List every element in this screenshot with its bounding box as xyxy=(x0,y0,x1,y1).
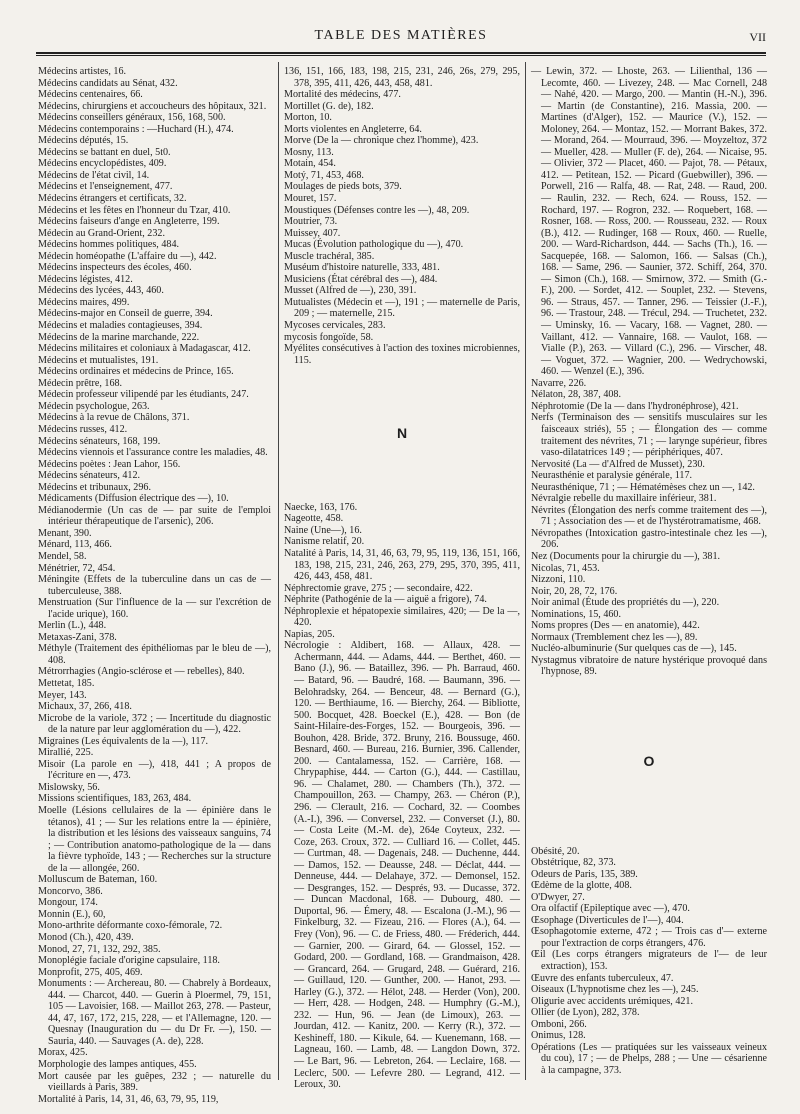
index-entry: Nizzoni, 110. xyxy=(531,574,586,586)
index-entry: Nélaton, 28, 387, 408. xyxy=(531,389,621,401)
index-entry: Neurasthénique, 71 ; — Hématémèses chez un —, 142. xyxy=(531,481,755,493)
index-entry: Nicolas, 71, 453. xyxy=(531,562,600,574)
column-divider xyxy=(525,62,526,1080)
index-entry: Médecins sénateurs, 412. xyxy=(38,470,141,482)
index-entry: Œsophagotomie externe, 472 ; — Trois cas d'— externe pour l'extraction de corps étrangers, 476. xyxy=(531,926,767,949)
index-entry: Merlin (L.), 448. xyxy=(38,620,107,632)
index-entry: Noir animal (Étude des propriétés du —), 220. xyxy=(531,597,720,609)
index-entry: Nominations, 15, 460. xyxy=(531,608,622,620)
index-entry: Médianodermie (Un cas de — par suite de l'emploi intérieur thérapeutique de l'arsenic), 206. xyxy=(38,504,271,528)
index-entry: Moelle (Lésions cellulaires de la — épinière dans le tétanos), 41 ; — Sur les relations entre la — épinière, la distribution et les lésions des vaisseaux sanguins, 74 ; — Contribution anatomo-pathologique de la — dans la fièvre typhoïde, 143 ; — Recherches sur la structure de la — allongée, 260. xyxy=(38,805,271,874)
index-entry: Médecins-major en Conseil de guerre, 394. xyxy=(38,308,213,320)
index-entry: Obésité, 20. xyxy=(531,845,580,857)
index-entry: Nanisme relatif, 20. xyxy=(284,536,365,548)
index-entry: Médecin professeur vilipendé par les étudiants, 247. xyxy=(38,389,249,401)
index-entry: Névropathes (Intoxication gastro-intestinale chez les —), 206. xyxy=(531,527,767,551)
index-entry: Méthyle (Traitement des épithéliomas par le bleu de —), 408. xyxy=(38,643,271,666)
index-entry: Odeurs de Paris, 135, 389. xyxy=(531,868,638,880)
index-entry: Moutrier, 73. xyxy=(284,216,338,228)
index-entry: Médecins étrangers et certificats, 32. xyxy=(38,193,187,205)
index-entry: Mortalité des médecins, 477. xyxy=(284,89,401,101)
index-entry: Œsophage (Diverticules de l'—), 404. xyxy=(531,914,684,926)
index-entry: Microbe de la variole, 372 ; — Incertitude du diagnostic de la nature par leur agglomération du —), 422. xyxy=(38,712,271,736)
column-divider xyxy=(278,62,279,1080)
index-entry: Morve (De la — chronique chez l'homme), 423. xyxy=(284,135,479,147)
index-entry: Néphrotomie (De la — dans l'hydronéphrose), 421. xyxy=(531,400,739,412)
index-entry: Monuments : — Archereau, 80. — Chabrely à Bordeaux, 444. — Charcot, 440. — Guerin à Ploermel, 79, 151, 105 — Lavoisier, 168. — Maillot 263, 278. — Pasteur, 44, 47, 167, 172, 215, 228, — et l'Allemagne, 120. — Quesnay (Inauguration du — du Dr Fr. —), 150. — Sauria, 440. — Sauvages (A. de), 228. xyxy=(38,978,271,1047)
section-letter: N xyxy=(396,425,408,442)
index-entry: Moncorvo, 386. xyxy=(38,885,103,897)
index-entry: Monod (Ch.), 420, 439. xyxy=(38,932,134,944)
index-entry: Misoir (La parole en —), 418, 441 ; A propos de l'écriture en —, 473. xyxy=(38,758,271,782)
index-entry: Mycoses cervicales, 283. xyxy=(284,320,386,332)
index-entry: Morton, 10. xyxy=(284,112,332,124)
index-entry: Oligurie avec accidents urémiques, 421. xyxy=(531,995,694,1007)
index-entry: Monprofit, 275, 405, 469. xyxy=(38,966,143,978)
index-entry: Metaxas-Zani, 378. xyxy=(38,631,117,643)
index-entry: Médecins et mutualistes, 191. xyxy=(38,354,159,366)
index-entry: Médecins candidats au Sénat, 432. xyxy=(38,77,178,89)
index-entry: Omboni, 266. xyxy=(531,1018,587,1030)
index-entry: Myélites consécutives à l'action des toxines microbiennes, 115. xyxy=(284,343,520,366)
index-entry: Nystagmus vibratoire de nature hystérique provoqué dans l'hypnose, 89. xyxy=(531,654,767,678)
index-entry: Néphrectomie grave, 275 ; — secondaire, 422. xyxy=(284,582,473,594)
index-entry: Monod, 27, 71, 132, 292, 385. xyxy=(38,943,161,955)
index-entry: Nerfs (Terminaison des — sensitifs musculaires sur les faisceaux striés), 55 ; — Élongation des — comme traitement des névrites, 71 ; — larynge supérieur, fibres vaso-dilatatrices 149 ; — périphériques, 407. xyxy=(531,412,767,459)
index-entry: Nageotte, 458. xyxy=(284,513,344,525)
index-entry: Médecins hommes politiques, 484. xyxy=(38,239,180,251)
index-entry: Médecins sénateurs, 168, 199. xyxy=(38,435,161,447)
index-entry: Médecins artistes, 16. xyxy=(38,66,127,77)
index-entry: Monoplégie faciale d'origine capsulaire, 118. xyxy=(38,955,220,967)
index-entry: Menant, 390. xyxy=(38,527,92,539)
index-entry: Médecins de l'état civil, 14. xyxy=(38,169,150,181)
index-entry: Œdème de la glotte, 408. xyxy=(531,880,632,892)
index-entry: Médecins et tribunaux, 296. xyxy=(38,481,151,493)
index-entry: Michaux, 37, 266, 418. xyxy=(38,701,132,713)
index-entry: Mosny, 113. xyxy=(284,146,334,158)
index-entry: Méningite (Effets de la tuberculine dans un cas de — tuberculeuse, 388. xyxy=(38,574,271,597)
index-entry: Motý, 71, 453, 468. xyxy=(284,169,364,181)
index-entry: Moulages de pieds bots, 379. xyxy=(284,181,402,193)
index-entry: Oiseaux (L'hypnotisme chez les —), 245. xyxy=(531,984,699,996)
index-entry: Naine (Une—), 16. xyxy=(284,524,362,536)
index-entry: Mutualistes (Médecin et —), 191 ; — maternelle de Paris, 209 ; — maternelle, 215. xyxy=(284,296,520,320)
index-entry: Médicaments (Diffusion électrique des —), 10. xyxy=(38,493,229,505)
index-entry: Navarre, 226. xyxy=(531,377,587,389)
index-entry: Médecin psychologue, 263. xyxy=(38,400,150,412)
index-entry: Musiciens (État cérébral des —), 484. xyxy=(284,273,438,285)
index-entry: Médecins et les fêtes en l'honneur du Tzar, 410. xyxy=(38,204,231,216)
index-entry: Mort causée par les guêpes, 232 ; — naturelle du vieillards à Paris, 389. xyxy=(38,1070,271,1094)
index-entry: Mortalité à Paris, 14, 31, 46, 63, 79, 95, 119, xyxy=(38,1093,219,1105)
index-entry: Médecins inspecteurs des écoles, 460. xyxy=(38,262,192,274)
index-entry: Migraines (Les équivalents de la —), 117. xyxy=(38,735,209,747)
index-entry: Médecins poètes : Jean Lahor, 156. xyxy=(38,458,181,470)
index-entry: Natalité à Paris, 14, 31, 46, 63, 79, 95, 119, 136, 151, 166, 183, 198, 215, 231, 246, 263, 279, 295, 370, 395, 411, 426, 443, 458, 481. xyxy=(284,547,520,583)
index-entry: Muséum d'histoire naturelle, 333, 481. xyxy=(284,262,440,274)
index-column-2 xyxy=(284,66,520,1091)
index-entry: Mendel, 58. xyxy=(38,550,87,562)
index-entry: Médecin prêtre, 168. xyxy=(38,377,123,389)
index-entry: Muissey, 407. xyxy=(284,227,341,239)
index-entry: Mortillet (G. de), 182. xyxy=(284,100,374,112)
index-entry: Médecins à la revue de Châlons, 371. xyxy=(38,412,190,424)
index-entry: Médecins centenaires, 66. xyxy=(38,89,143,101)
index-entry: — Lewin, 372. — Lhoste, 263. — Lilienthal, 136 — Lecomte, 460. — Livezey, 248. — Mac Cornell, 248 — Nahé, 420. — Margo, 200. — Mantin (H.-N.), 396. — Martin (de Constantine), 216. Massia, 200. — Martines (d'Alger), 152. — Maurice (V.), 152. — Moloney, 264. — Montaz, 152. — Morrant Bakes, 372. — Morand, 264. — Mourraud, 396. — Moyzeltoz, 372 — Mueller, 428. — Muller (F. de), 264. — Nicaise, 95. — Olivier, 372 — Placet, 460. — Pajot, 78. — Pétaux, 412. — Petitean, 152. — Picard (Guebwiller), 396. — Porwell, 216 — Ralfa, 48. — Rat, 248. — Raud, 200. — Raulin, 232. — Rech, 624. — Rouss, 152. — Rochard, 197. — Rogron, 232. — Roquebert, 168. — Rosner, 168. — Ross, 200. — Rousseau, 232. — Roux (B.), 412. — Rudinger, 168 — Roux, 460. — Ruelle, 200. — Ward-Richardson, 444. — Sachs (Th.), 16. — Sacquepée, 168. — Salomon, 166. — Salsas (Ch.), 168. — Same, 296. — Saunier, 372. Schiff, 264, 370. — Simon (Ch.), 168. — Smirnow, 372. — Smith (G.-F.), 200. — Sordet, 412. — Souplet, 232. — Stevens, 96. — Straus, 457. — Tanner, 296. — Teissier (J.-F.), 96. — Trastour, 248. — Trécul, 294. — Truchetet, 232. — Uminsky, 16. — Vacary, 168. — Vagnet, 280. — Vaillant, 412. — Vannaire, 168. — Vaulot, 168. — Vialle (P.), 263. — Villard (C.), 296. — Virscher, 48. — Voguet, 372. — Wagnier, 200. — Wedrychowski, 460. — Wenzel (E.), 396. xyxy=(531,66,767,378)
index-entry: Nécrologie : Aldibert, 168. — Allaux, 428. — Achermann, 444. — Adams, 444. — Berthet, 460. — Bano (J.), 96. — Bataillez, 396. — Ph. Barraud, 460. — Batard, 96. — Baudré, 168. — Baumann, 396. — Belohradsky, 264. — Benceur, 48. — Bernard (G.), 120. — Berthiaume, 16. — Bierchy, 264. — Bibliotte, 500. Bocquet, 428. Boeckel (E.), 428. — Bon (de Saint-Hilaire-des-Forges, 152. — Bourgeois, 396. — Bouhon, 428. Bride, 372. Bruny, 216. Boussuge, 460. Besnard, 460. — Bureau, 216. Burnier, 396. Callender, 200. — Cantalamessa, 152. — Carrière, 168. — Chrypaphise, 444. — Carton (G.), 444. — Castillau, 96. — Chalamet, 280. — Chambers (Th.), 372. — Champouillon, 263. — Champy, 263. — Chéron (P.), 296. — Clerault, 216. — Cochard, 32. — Coombes (A.-I.), 396. — Conversel, 232. — Converset (J.), 80. — Costa Leite (M.-M. de), 264e Coyteux, 232. — Coze, 263. Croux, 372. — Culliard 16. — Collet, 445. — Curtman, 48. — Dagenais, 248. — Duchenne, 444. — Damos, 152. — Deausse, 248. — Déclat, 444. — Denneuse, 444. — Delahaye, 372. — Demonsel, 152. — Desgranges, 152. — Després, 93. — Ducasse, 372. — Duncan Macdonal, 168. — Dubourg, 480. — Duportal, 96. — Émery, 48. — Escalona (J.-M.), 96 — Finkelburg, 32. — Fizeau, 216. — Flores (A.), 64. — Frey (Von), 96. — C. de Friess, 480. — Fréderich, 444. — Garnier, 200. — Girard, 64. — Glossel, 152. — Godard, 200. — Gordland, 168. — Grandmaison, 428. — Grancard, 264. — Grugard, 248. — Guérard, 216. — Guillaud, 120. — Gunther, 200. — Hanot, 293. — Harley (G.), 372. — Hélot, 248. — Herder (Von), 200. — Herr, 428. — Hodgen, 248. — Humphry (G.-M.), 232. — Hun, 96. — Jean (de Limoux), 263. — Jourdan, 412. — Kanitz, 200. — Kerry (R.), 372. — Keshineff, 180. — Kikule, 64. — Kuenemann, 168. — Lagneau, 160. — Lamb, 48. — Langdon Down, 372. — Le Bart, 96. — Lebreton, 264. — Leclaire, 168. — Leclerc, 500. — Lefevre 280. — Legrand, 412. — Leroux, 30. xyxy=(284,640,520,1091)
index-entry: Médecins russes, 412. xyxy=(38,423,128,435)
index-entry: Mislowsky, 56. xyxy=(38,781,100,793)
index-entry: Mono-arthrite déformante coxo-fémorale, 72. xyxy=(38,920,223,932)
index-entry: Médecins, chirurgiens et accoucheurs des hôpitaux, 321. xyxy=(38,100,267,112)
index-entry: Noms propres (Des — en anatomie), 442. xyxy=(531,620,700,632)
index-entry: Mettetat, 185. xyxy=(38,677,95,689)
index-entry: Noir, 20, 28, 72, 176. xyxy=(531,585,618,597)
index-entry: Moustiques (Défenses contre les —), 48, 209. xyxy=(284,204,470,216)
index-entry: Médecins viennois et l'assurance contre les maladies, 48. xyxy=(38,447,268,459)
index-entry: Morphologie des lampes antiques, 455. xyxy=(38,1059,197,1071)
page-number: VII xyxy=(749,30,766,44)
index-entry: Normaux (Tremblement chez les —), 89. xyxy=(531,631,698,643)
index-entry: Monnin (E.), 60, xyxy=(38,908,106,920)
index-entry: Meyer, 143. xyxy=(38,689,87,701)
index-entry: Menstruation (Sur l'influence de la — sur l'excrétion de l'acide urique), 160. xyxy=(38,597,271,620)
index-entry: Mouret, 157. xyxy=(284,193,337,205)
index-entry: Œil (Les corps étrangers migrateurs de l'— de leur extraction), 153. xyxy=(531,949,767,972)
index-entry: Ménard, 113, 466. xyxy=(38,539,112,551)
index-entry: mycosis fongoïde, 58. xyxy=(284,331,374,343)
index-entry: Médecins légistes, 412. xyxy=(38,273,133,285)
index-entry: Ménétrier, 72, 454. xyxy=(38,562,116,574)
index-entry: Muscle trachéral, 385. xyxy=(284,250,375,262)
index-entry: Opérations (Les — pratiquées sur les vaisseaux veineux du cou), 17 ; — de Phelps, 288 ; — Une — césarienne à la campagne, 373. xyxy=(531,1041,767,1076)
index-entry: Ollier (de Lyon), 282, 378. xyxy=(531,1007,640,1019)
index-entry: Médecins conseillers généraux, 156, 168, 500. xyxy=(38,112,226,124)
index-entry: Nucléo-albuminurie (Sur quelques cas de —), 145. xyxy=(531,643,737,655)
index-entry: Mirallié, 225. xyxy=(38,747,94,759)
index-entry: Médecins faiseurs d'ange en Angleterre, 199. xyxy=(38,216,220,228)
index-entry: Médecins et l'enseignement, 477. xyxy=(38,181,173,193)
index-entry: Ora olfactif (Epileptique avec —), 470. xyxy=(531,903,690,915)
index-entry: 136, 151, 166, 183, 198, 215, 231, 246, 26s, 279, 295, 378, 395, 411, 426, 443, 458, 481. xyxy=(284,66,520,89)
index-entry: Œuvre des enfants tuberculeux, 47. xyxy=(531,972,674,984)
index-entry: O'Dwyer, 27. xyxy=(531,891,585,903)
index-entry: Obstétrique, 82, 373. xyxy=(531,857,616,869)
index-entry: Nez (Documents pour la chirurgie du —), 381. xyxy=(531,550,721,562)
index-entry: Métrorrhagies (Angio-sclérose et — rebelles), 840. xyxy=(38,666,245,678)
section-letter: O xyxy=(643,752,655,769)
index-entry: Néphroplexie et hépatopexie similaires, 420; — De la —, 420. xyxy=(284,605,520,629)
header-rule xyxy=(36,52,766,56)
index-entry: Onimus, 128. xyxy=(531,1030,586,1042)
index-entry: Médecin homéopathe (L'affaire du —), 442. xyxy=(38,250,217,262)
index-entry: Néphrite (Pathogénie de la — aiguë a frigore), 74. xyxy=(284,594,487,606)
index-entry: Médecins encyclopédistes, 409. xyxy=(38,158,167,170)
index-entry: Médecins de la marine marchande, 222. xyxy=(38,331,200,343)
index-entry: Médecins militaires et coloniaux à Madagascar, 412. xyxy=(38,343,251,355)
index-entry: Napias, 205. xyxy=(284,628,335,640)
index-entry: Médecin au Grand-Orient, 232. xyxy=(38,227,165,239)
index-entry: Neurasthénie et paralysie générale, 117. xyxy=(531,470,693,482)
index-entry: Médecins des lycées, 443, 460. xyxy=(38,285,164,297)
index-entry: Médecins maires, 499. xyxy=(38,296,130,308)
index-entry: Naecke, 163, 176. xyxy=(284,501,358,513)
index-entry: Nervosité (La — d'Alfred de Musset), 230. xyxy=(531,458,705,470)
index-entry: Musset (Alfred de —), 230, 391. xyxy=(284,285,417,297)
index-entry: Médecins se battant en duel, 5t0. xyxy=(38,146,171,158)
index-column-3 xyxy=(531,66,767,1076)
index-entry: Molluscum de Bateman, 160. xyxy=(38,874,158,886)
page-title: TABLE DES MATIÈRES xyxy=(314,28,488,43)
index-entry: Motain, 454. xyxy=(284,158,336,170)
index-entry: Médecins et maladies contagieuses, 394. xyxy=(38,320,203,332)
index-entry: Médecins contemporains : —Huchard (H.), 474. xyxy=(38,123,234,135)
index-entry: Missions scientifiques, 183, 263, 484. xyxy=(38,793,192,805)
index-entry: Morax, 425. xyxy=(38,1047,88,1059)
page-header xyxy=(36,28,766,50)
index-entry: Mucas (Évolution pathologique du —), 470. xyxy=(284,239,464,251)
index-entry: Névralgie rebelle du maxillaire inférieur, 381. xyxy=(531,493,717,505)
index-entry: Médecins députés, 15. xyxy=(38,135,129,147)
index-entry: Névrites (Élongation des nerfs comme traitement des —), 71 ; Association des — et de l'hystérotramatisme, 468. xyxy=(531,504,767,528)
index-entry: Médecins ordinaires et médecins de Prince, 165. xyxy=(38,366,234,378)
index-entry: Morts violentes en Angleterre, 64. xyxy=(284,123,422,135)
index-column-1 xyxy=(38,66,271,1105)
index-entry: Mongour, 174. xyxy=(38,897,98,909)
